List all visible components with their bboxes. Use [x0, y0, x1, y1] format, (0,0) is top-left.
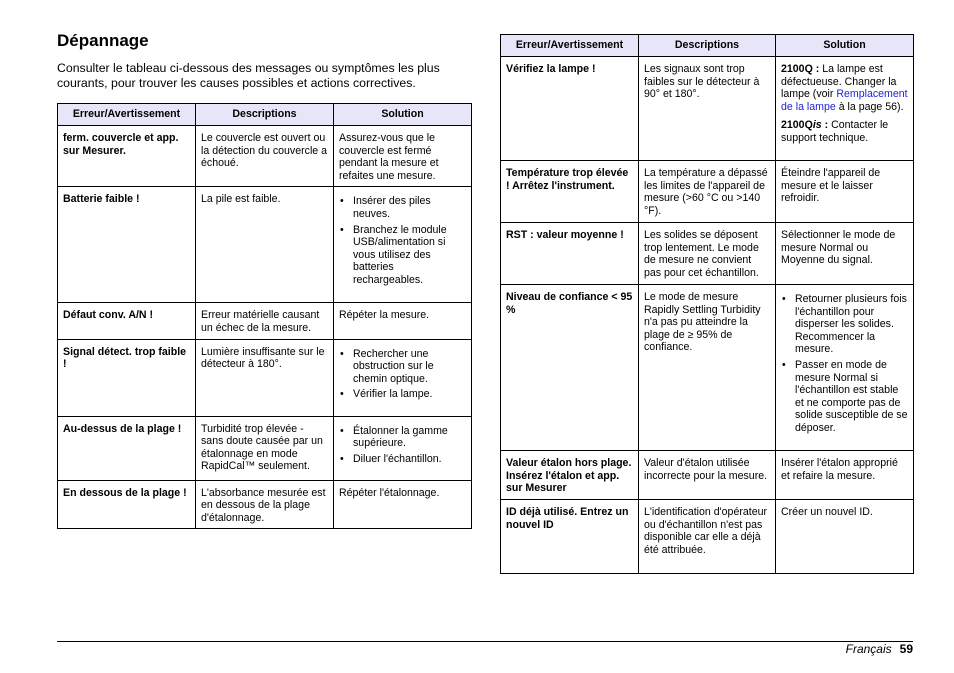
description-cell: La température a dépassé les limites de l'appareil de mesure (>60 °C ou >140 °F).: [639, 161, 776, 223]
troubleshooting-table-right: [500, 34, 914, 574]
solution-cell: Sélectionner le mode de mesure Normal ou Moyenne du signal.: [776, 223, 914, 285]
description-cell: Erreur matérielle causant un échec de la mesure.: [196, 303, 334, 339]
description-cell: Lumière insuffisante sur le détecteur à 180°.: [196, 339, 334, 416]
solution-list: [339, 425, 466, 466]
list-item: • Étalonner la gamme supérieure.: [353, 425, 466, 450]
footer-language: Français: [845, 642, 892, 656]
table-row: [58, 303, 472, 339]
table-row: [58, 339, 472, 416]
list-item: • Rechercher une obstruction sur le chemin optique.: [353, 348, 466, 386]
table-row: [501, 223, 914, 285]
description-cell: Les solides se déposent trop lentement. Le mode de mesure ne convient pas pour cet échantillon.: [639, 223, 776, 285]
page-number: 59: [899, 642, 913, 656]
header-solution: Solution: [776, 35, 914, 57]
solution-cell: Éteindre l'appareil de mesure et le laisser refroidir.: [776, 161, 914, 223]
solution-cell: Répéter la mesure.: [334, 303, 472, 339]
solution-cell: [334, 416, 472, 480]
page-title: Dépannage: [57, 31, 149, 50]
solution-cell: [334, 187, 472, 303]
list-item: • Vérifier la lampe.: [353, 388, 466, 401]
footer-divider: [57, 641, 913, 642]
solution-text: La lampe est défectueuse. Changer la lampe (voir: [781, 63, 897, 101]
table-header-row: [58, 104, 472, 126]
table-row: [58, 480, 472, 529]
error-cell: RST : valeur moyenne !: [501, 223, 639, 285]
model-label: 2100Qis :: [781, 119, 829, 132]
error-cell: Défaut conv. A/N !: [58, 303, 196, 339]
solution-cell: Assurez-vous que le couvercle est fermé pendant la mesure et refaites une mesure.: [334, 126, 472, 187]
error-cell: En dessous de la plage !: [58, 480, 196, 529]
description-cell: Valeur d'étalon utilisée incorrecte pour la mesure.: [639, 451, 776, 500]
description-cell: La pile est faible.: [196, 187, 334, 303]
error-cell: Température trop élevée ! Arrêtez l'instrument.: [501, 161, 639, 223]
table-row: [58, 126, 472, 187]
error-cell: Valeur étalon hors plage. Insérez l'étalon et app. sur Mesurer: [501, 451, 639, 500]
troubleshooting-table-left: [57, 103, 472, 529]
solution-text: à la page 56).: [835, 100, 904, 113]
error-cell: Au-dessus de la plage !: [58, 416, 196, 480]
solution-cell: Créer un nouvel ID.: [776, 500, 914, 574]
description-cell: L'absorbance mesurée est en dessous de la plage d'étalonnage.: [196, 480, 334, 529]
description-cell: Le mode de mesure Rapidly Settling Turbidity n'a pas pu atteindre la plage de ≥ 95% de confiance.: [639, 285, 776, 451]
description-cell: Le couvercle est ouvert ou la détection du couvercle a échoué.: [196, 126, 334, 187]
lamp-replacement-link[interactable]: Remplacement de la lampe: [781, 88, 908, 113]
table-row: [501, 285, 914, 451]
table-row: [58, 416, 472, 480]
table-row: [501, 500, 914, 574]
solution-list: [781, 293, 908, 435]
list-item: • Branchez le module USB/alimentation si vous utilisez des batteries rechargeables.: [353, 224, 466, 287]
model-label: 2100Q :: [781, 63, 820, 75]
description-cell: Turbidité trop élevée - sans doute causée par un étalonnage en mode RapidCal™ seulement.: [196, 416, 334, 480]
table-row: [58, 187, 472, 303]
error-cell: Niveau de confiance < 95 %: [501, 285, 639, 451]
solution-cell: [776, 57, 914, 161]
description-cell: L'identification d'opérateur ou d'échantillon n'est pas disponible car elle a déjà été attribuée.: [639, 500, 776, 574]
header-description: Descriptions: [196, 104, 334, 126]
solution-list: [339, 348, 466, 401]
error-cell: Signal détect. trop faible !: [58, 339, 196, 416]
page-footer: [846, 642, 913, 656]
list-item: • Passer en mode de mesure Normal si l'échantillon est stable et ne comporte pas de solide susceptible de se déposer.: [795, 359, 908, 435]
header-solution: Solution: [334, 104, 472, 126]
solution-text: Contacter le support technique.: [781, 119, 889, 144]
table-row: [501, 57, 914, 161]
header-error: Erreur/Avertissement: [58, 104, 196, 126]
list-item: • Diluer l'échantillon.: [353, 453, 466, 466]
solution-paragraph-2100qis: [781, 119, 908, 144]
solution-cell: [334, 339, 472, 416]
solution-paragraph-2100q: [781, 63, 908, 113]
intro-paragraph: Consulter le tableau ci-dessous des messages ou symptômes les plus courants, pour trouver les causes possibles et actions correctives.: [57, 61, 440, 91]
table-row: [501, 451, 914, 500]
header-description: Descriptions: [639, 35, 776, 57]
error-cell: Vérifiez la lampe !: [501, 57, 639, 161]
list-item: • Insérer des piles neuves.: [353, 195, 466, 220]
solution-cell: [776, 285, 914, 451]
error-cell: ferm. couvercle et app. sur Mesurer.: [58, 126, 196, 187]
error-cell: ID déjà utilisé. Entrez un nouvel ID: [501, 500, 639, 574]
solution-list: [339, 195, 466, 286]
solution-cell: Répéter l'étalonnage.: [334, 480, 472, 529]
solution-cell: Insérer l'étalon approprié et refaire la mesure.: [776, 451, 914, 500]
list-item: • Retourner plusieurs fois l'échantillon pour disperser les solides. Recommencer la mesure.: [795, 293, 908, 356]
header-error: Erreur/Avertissement: [501, 35, 639, 57]
description-cell: Les signaux sont trop faibles sur le détecteur à 90° et 180°.: [639, 57, 776, 161]
error-cell: Batterie faible !: [58, 187, 196, 303]
table-header-row: [501, 35, 914, 57]
table-row: [501, 161, 914, 223]
